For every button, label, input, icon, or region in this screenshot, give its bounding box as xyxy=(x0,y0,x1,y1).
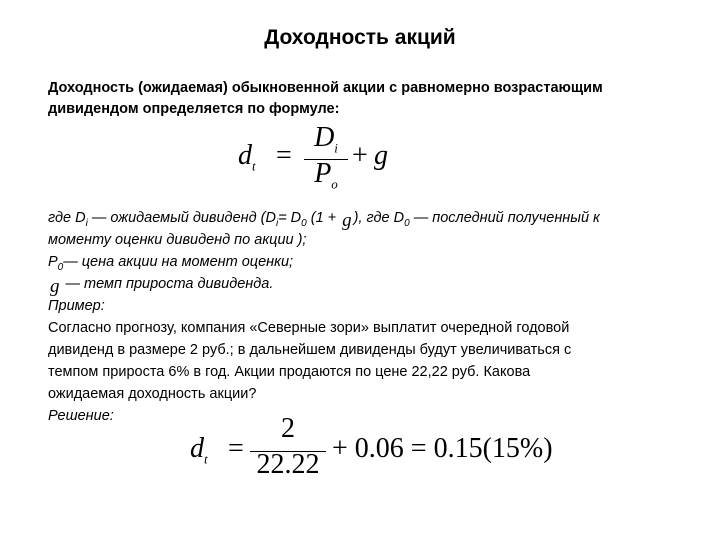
slide-title: Доходность акций xyxy=(264,26,456,49)
formula-growth: g xyxy=(374,140,388,171)
growth-symbol: g xyxy=(342,210,352,231)
definition-line-2: моменту оценки дивиденд по акции ); xyxy=(48,232,307,248)
definition-line-1: где $D_i$ — ожидаемый дивиденд ($D_i= D_0$ (1 + g ), где $D_0$ — последний полученный к xyxy=(48,210,600,231)
formula-lhs: $d_t$ xyxy=(238,140,256,174)
example-label: Пример: xyxy=(48,298,105,314)
formula-yield xyxy=(238,122,398,192)
example-line-1: Согласно прогнозу, компания «Северные зори» выплатит очередной годовой xyxy=(48,320,570,336)
example-line-2: дивиденд в размере 2 руб.; в дальнейшем дивиденды будут увеличиваться с xyxy=(48,342,572,358)
solution-label: Решение: xyxy=(48,408,114,424)
growth-symbol: g xyxy=(50,276,60,297)
solution-result: + 0.06 = 0.15(15%) xyxy=(332,433,553,464)
intro-line-2: дивидендом определяется по формуле: xyxy=(48,101,340,117)
solution-numerator: 2 xyxy=(281,413,295,444)
example-line-4: ожидаемая доходность акции? xyxy=(48,386,257,402)
intro-line-1: Доходность (ожидаемая) обыкновенной акции с равномерно возрастающим xyxy=(48,80,603,96)
formula-plus: + xyxy=(352,140,368,171)
formula-denominator: $P_o$ xyxy=(314,158,338,192)
solution-denominator: 22.22 xyxy=(256,449,320,480)
definition-line-4: g — темп прироста дивиденда. xyxy=(50,276,274,297)
example-line-3: темпом прироста 6% в год. Акции продаются по цене 22,22 руб. Какова xyxy=(48,364,531,380)
formula-equals: = xyxy=(276,140,292,171)
formula-numerator: $D_i$ xyxy=(314,122,338,156)
intro-text xyxy=(48,78,688,120)
definition-line-3: $P_0—$ цена акции на момент оценки; xyxy=(48,254,294,273)
formula-solution xyxy=(190,413,570,479)
solution-lhs: $d_t$ xyxy=(190,433,208,467)
definitions-and-example xyxy=(48,207,688,427)
solution-equals: = xyxy=(228,433,244,464)
